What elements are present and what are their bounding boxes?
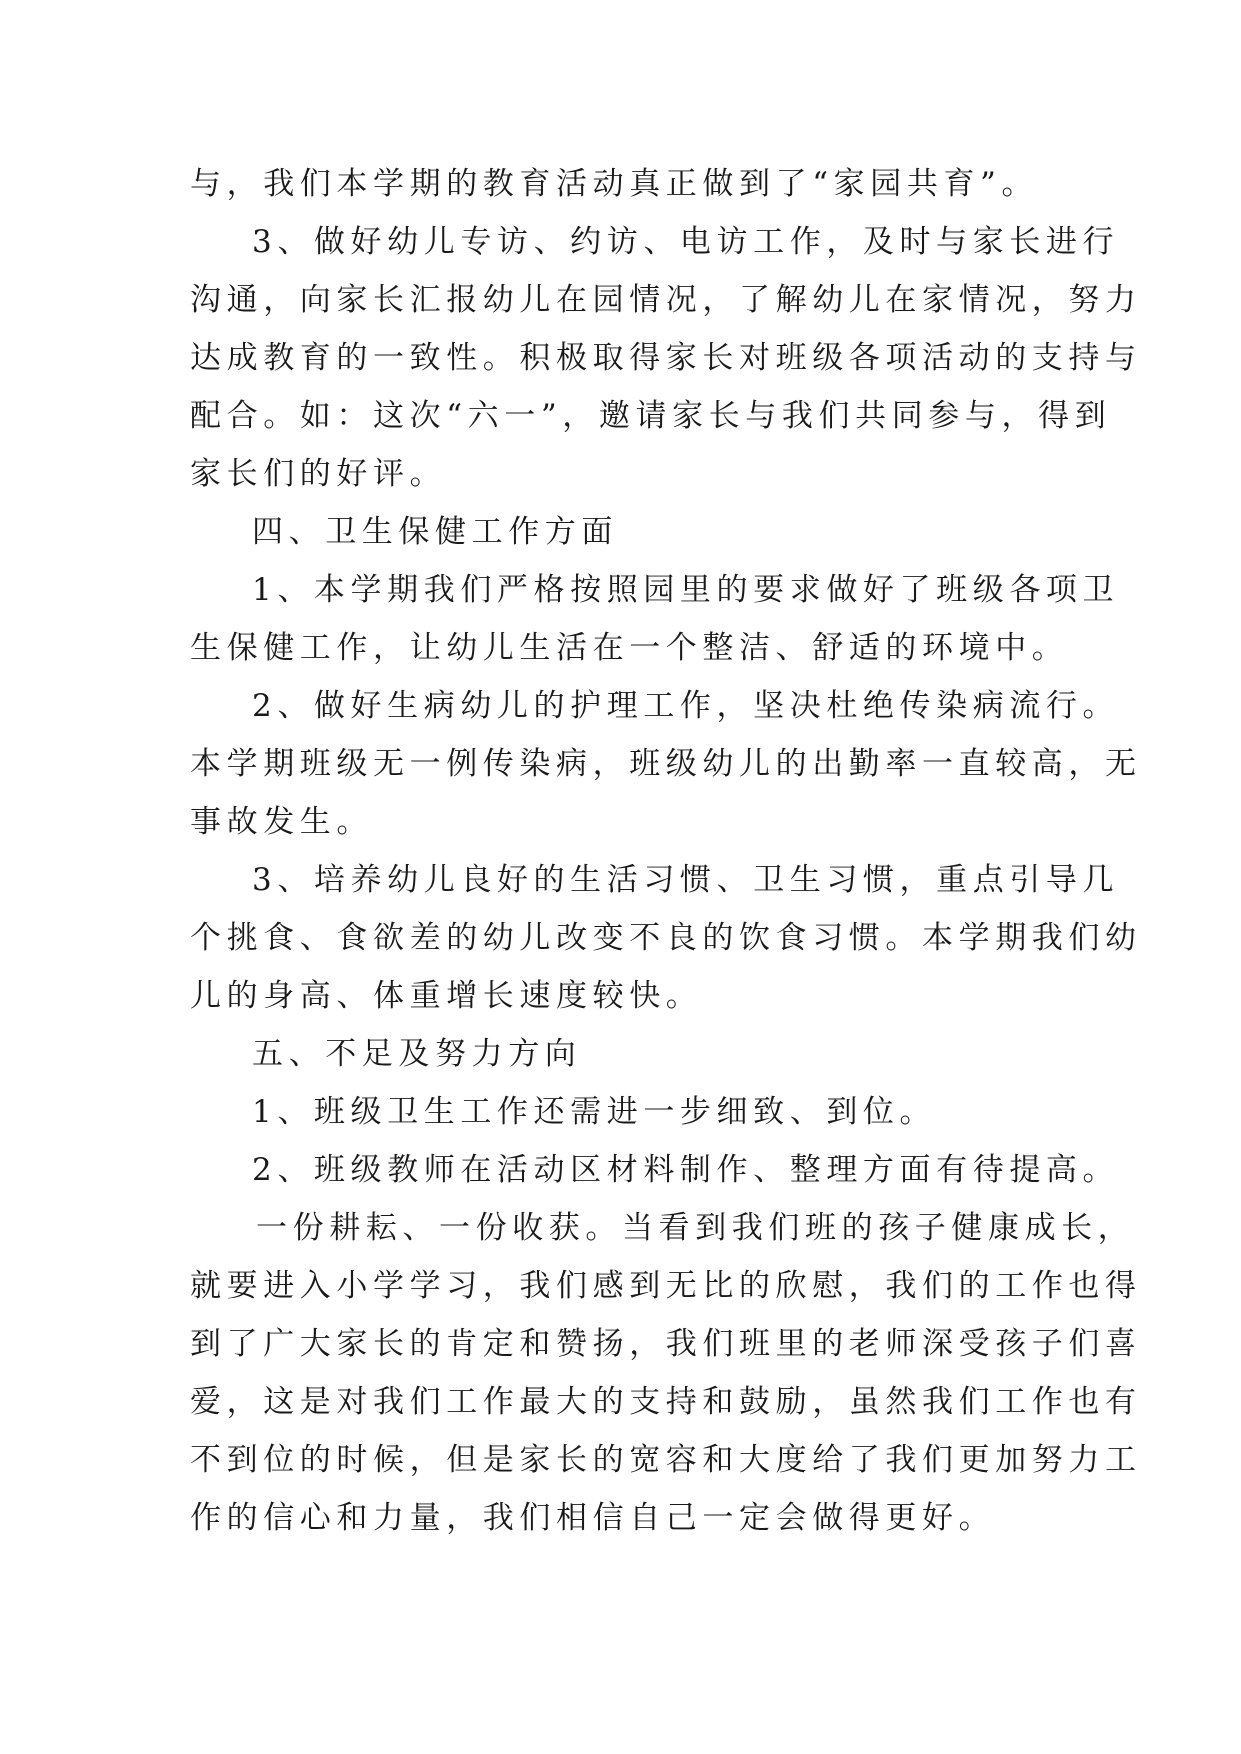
text-line: 到了广大家长的肯定和赞扬，我们班里的老师深受孩子们喜 bbox=[190, 1326, 1142, 1362]
paragraph-item-3-start: 3、做好幼儿专访、约访、电访工作，及时与家长进行 bbox=[252, 224, 1120, 260]
text-line: 儿的身高、体重增长速度较快。 bbox=[190, 978, 703, 1014]
paragraph-item-3-start: 3、培养幼儿良好的生活习惯、卫生习惯，重点引导几 bbox=[252, 862, 1120, 898]
section-heading-shortcomings: 五、不足及努力方向 bbox=[252, 1036, 582, 1072]
closing-paragraph-start: 一份耕耘、一份收获。当看到我们班的孩子健康成长， bbox=[256, 1210, 1135, 1246]
paragraph-item-2-start: 2、班级教师在活动区材料制作、整理方面有待提高。 bbox=[252, 1152, 1120, 1188]
text-line: 个挑食、食欲差的幼儿改变不良的饮食习惯。本学期我们幼 bbox=[190, 920, 1142, 956]
text-line: 配合。如：这次“六一”，邀请家长与我们共同参与，得到 bbox=[190, 398, 1112, 434]
text-line: 生保健工作，让幼儿生活在一个整洁、舒适的环境中。 bbox=[190, 630, 1069, 666]
text-line: 事故发生。 bbox=[190, 804, 373, 840]
text-line: 爱，这是对我们工作最大的支持和鼓励，虽然我们工作也有 bbox=[190, 1384, 1142, 1420]
text-line: 达成教育的一致性。积极取得家长对班级各项活动的支持与 bbox=[190, 340, 1142, 376]
document-body bbox=[190, 155, 1142, 1547]
section-heading-health-care: 四、卫生保健工作方面 bbox=[252, 514, 618, 550]
text-line: 本学期班级无一例传染病，班级幼儿的出勤率一直较高，无 bbox=[190, 746, 1142, 782]
text-line: 家长们的好评。 bbox=[190, 456, 447, 492]
text-line: 沟通，向家长汇报幼儿在园情况，了解幼儿在家情况，努力 bbox=[190, 282, 1142, 318]
paragraph-item-1-start: 1、本学期我们严格按照园里的要求做好了班级各项卫 bbox=[252, 572, 1120, 608]
text-line: 就要进入小学学习，我们感到无比的欣慰，我们的工作也得 bbox=[190, 1268, 1142, 1304]
paragraph-item-1-start: 1、班级卫生工作还需进一步细致、到位。 bbox=[252, 1094, 937, 1130]
text-line: 不到位的时候，但是家长的宽容和大度给了我们更加努力工 bbox=[190, 1442, 1142, 1478]
text-line: 与，我们本学期的教育活动真正做到了“家园共育”。 bbox=[190, 166, 1039, 202]
text-line: 作的信心和力量，我们相信自己一定会做得更好。 bbox=[190, 1500, 996, 1536]
paragraph-item-2-start: 2、做好生病幼儿的护理工作，坚决杜绝传染病流行。 bbox=[252, 688, 1120, 724]
